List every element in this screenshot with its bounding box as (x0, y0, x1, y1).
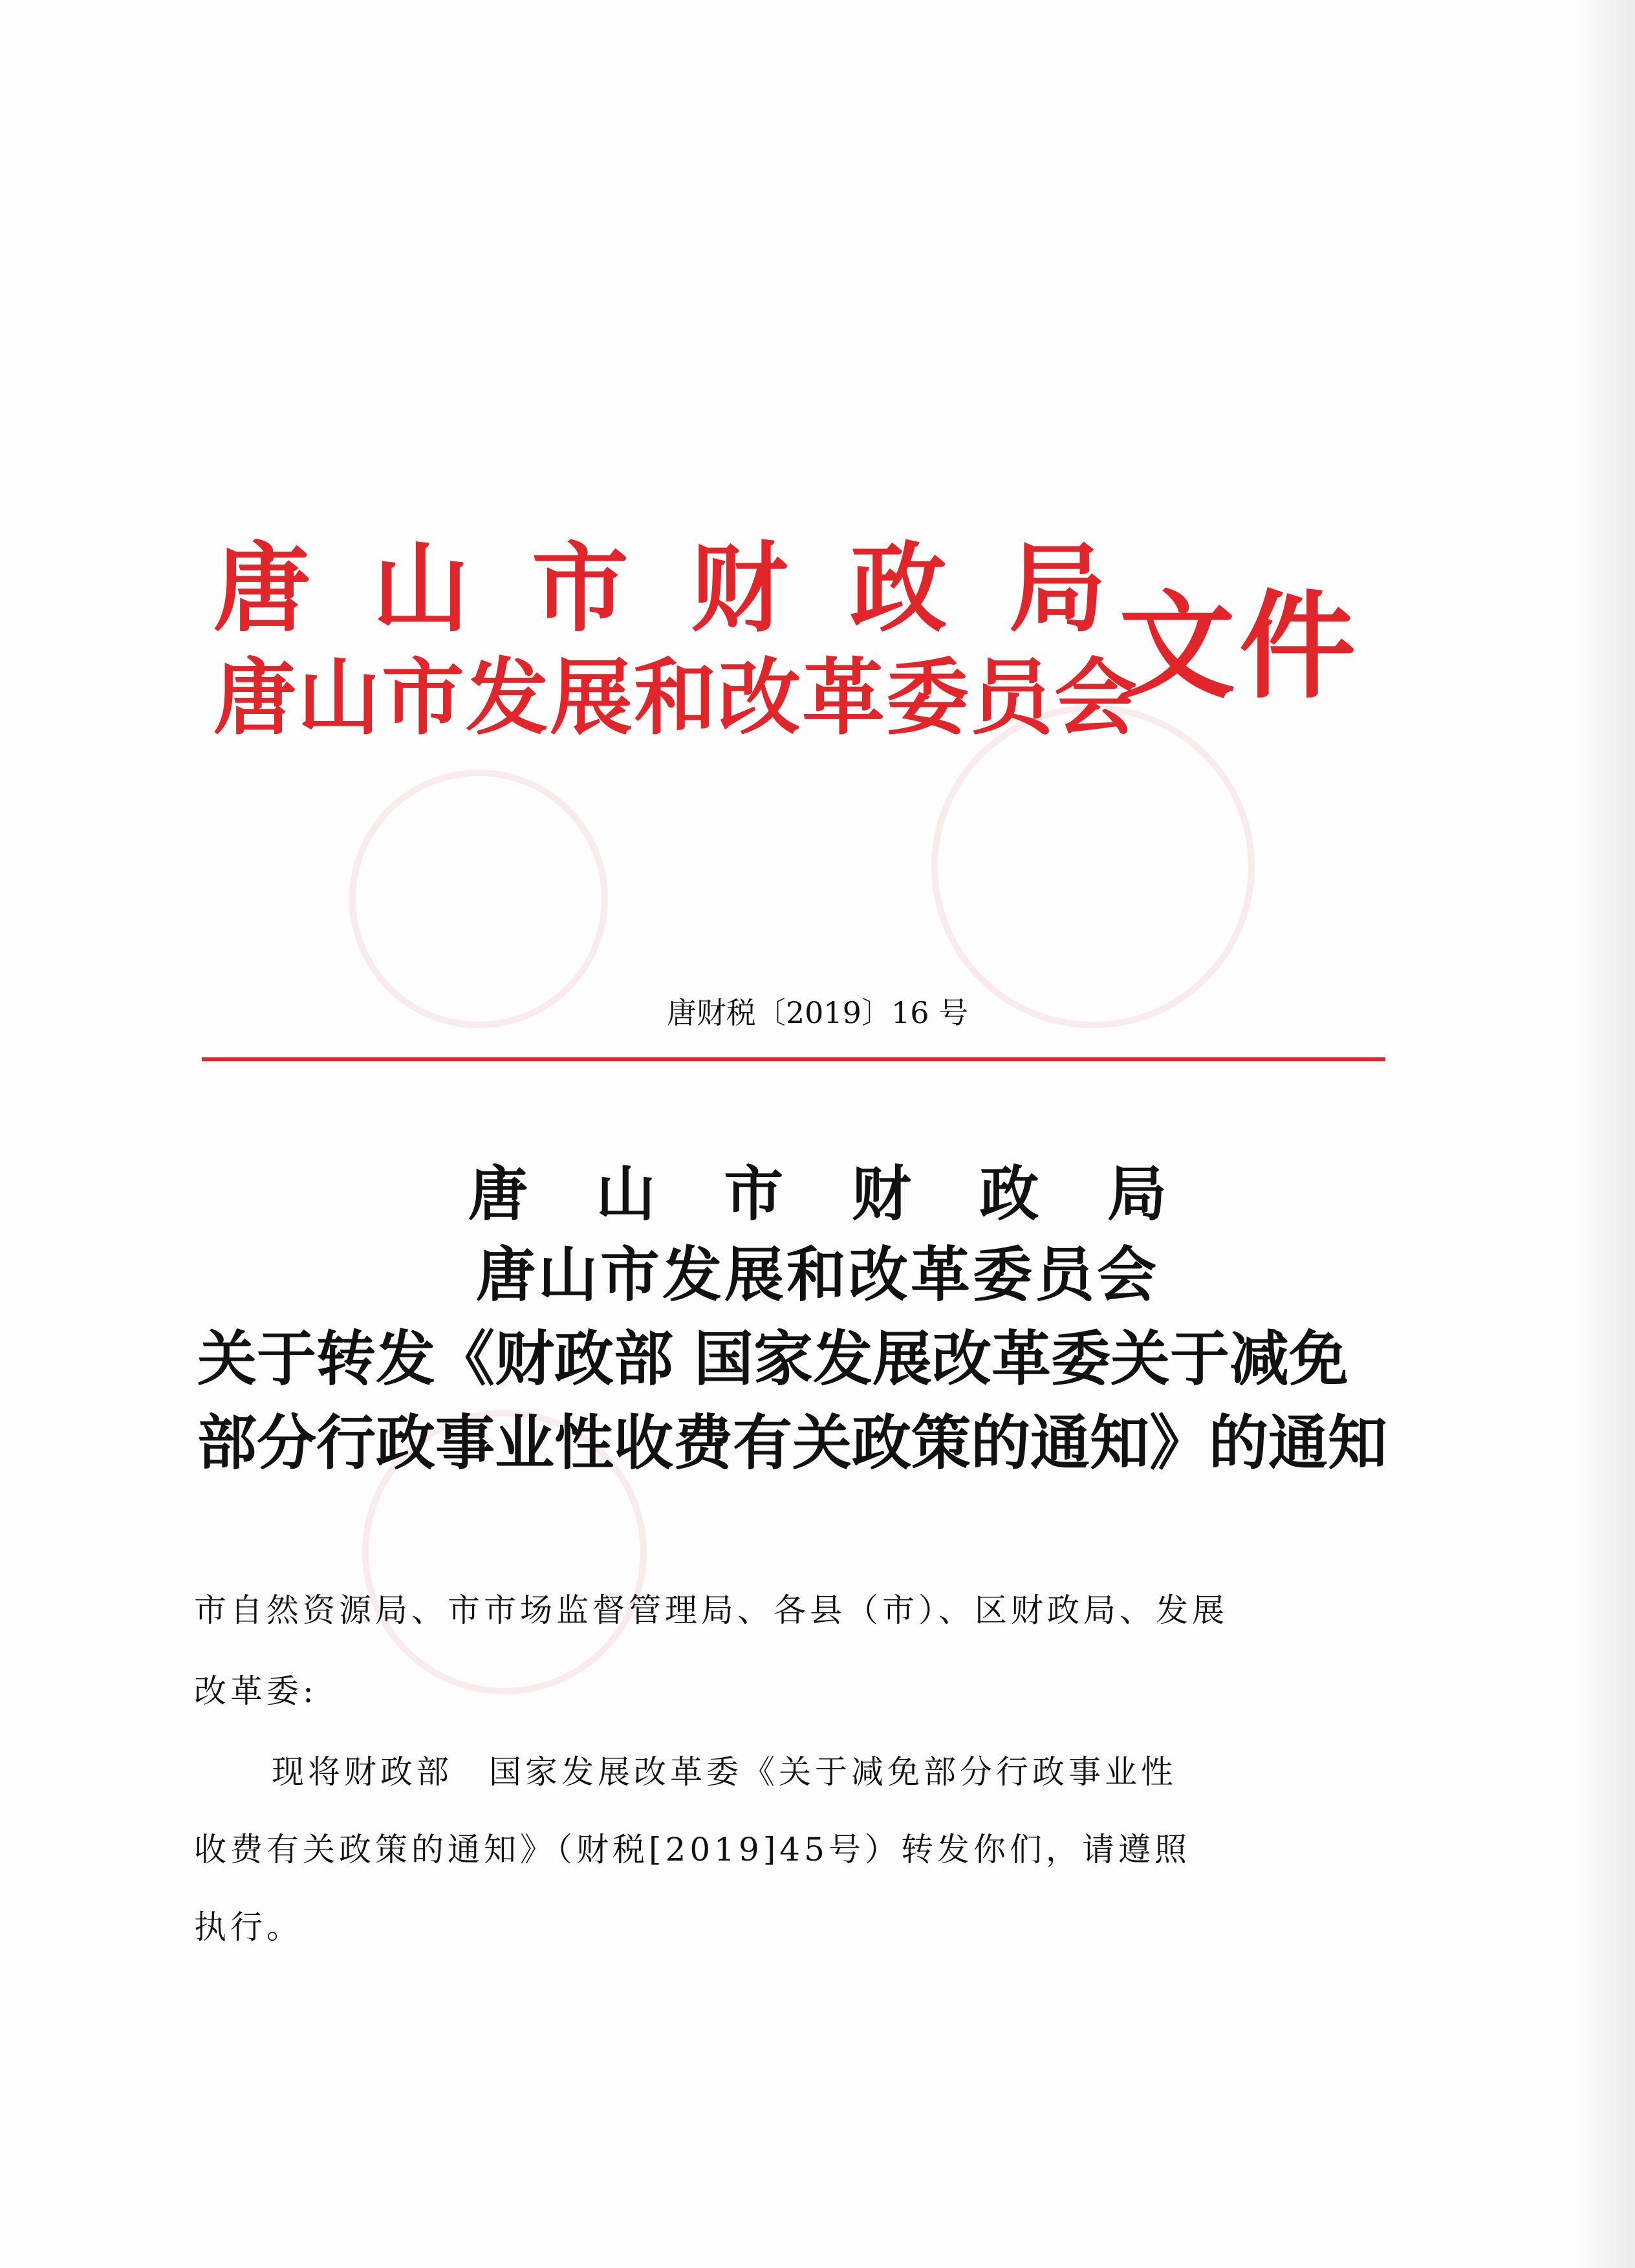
red-separator-line (202, 1057, 1385, 1061)
issuer-char: 政 (849, 532, 947, 645)
title-char: 唐 (468, 1159, 528, 1229)
title-line-3: 关于转发《财政部 国家发展改革委关于减免 (197, 1324, 1349, 1394)
issuer-char: 唐 (213, 532, 311, 645)
body-paragraph-line-3: 执行。 (194, 1908, 303, 1946)
title-char: 市 (724, 1159, 784, 1229)
title-char: 政 (979, 1159, 1039, 1229)
title-line-2: 唐山市发展和改革委员会 (475, 1240, 1159, 1310)
document-number: 唐财税〔2019〕16 号 (666, 995, 969, 1030)
issuer-char: 山 (372, 532, 470, 645)
title-char: 山 (596, 1159, 656, 1229)
bleed-through-text (246, 291, 288, 343)
title-char: 局 (1107, 1159, 1167, 1229)
title-line-4: 部分行政事业性收费有关政策的通知》的通知 (197, 1408, 1388, 1478)
issuer-development-commission: 唐山市发展和改革委员会 (213, 649, 1139, 746)
body-paragraph-line-2: 收费有关政策的通知》（财税[2019]45号）转发你们，请遵照 (194, 1831, 1191, 1868)
file-label: 文件 (1119, 578, 1360, 715)
recipients-line-2: 改革委: (194, 1672, 318, 1710)
title-char: 财 (851, 1159, 911, 1229)
title-line-1 (0, 1159, 1635, 1229)
issuer-char: 市 (531, 532, 629, 645)
scan-edge (1577, 0, 1635, 2268)
bleed-through-stamp (931, 705, 1255, 1028)
issuer-char: 局 (1008, 532, 1106, 645)
issuer-char: 财 (690, 532, 788, 645)
issuer-finance-bureau (213, 532, 1106, 645)
recipients-line-1: 市自然资源局、市市场监督管理局、各县（市）、区财政局、发展 (194, 1592, 1228, 1629)
body-paragraph-line-1: 现将财政部 国家发展改革委《关于减免部分行政事业性 (272, 1753, 1177, 1791)
